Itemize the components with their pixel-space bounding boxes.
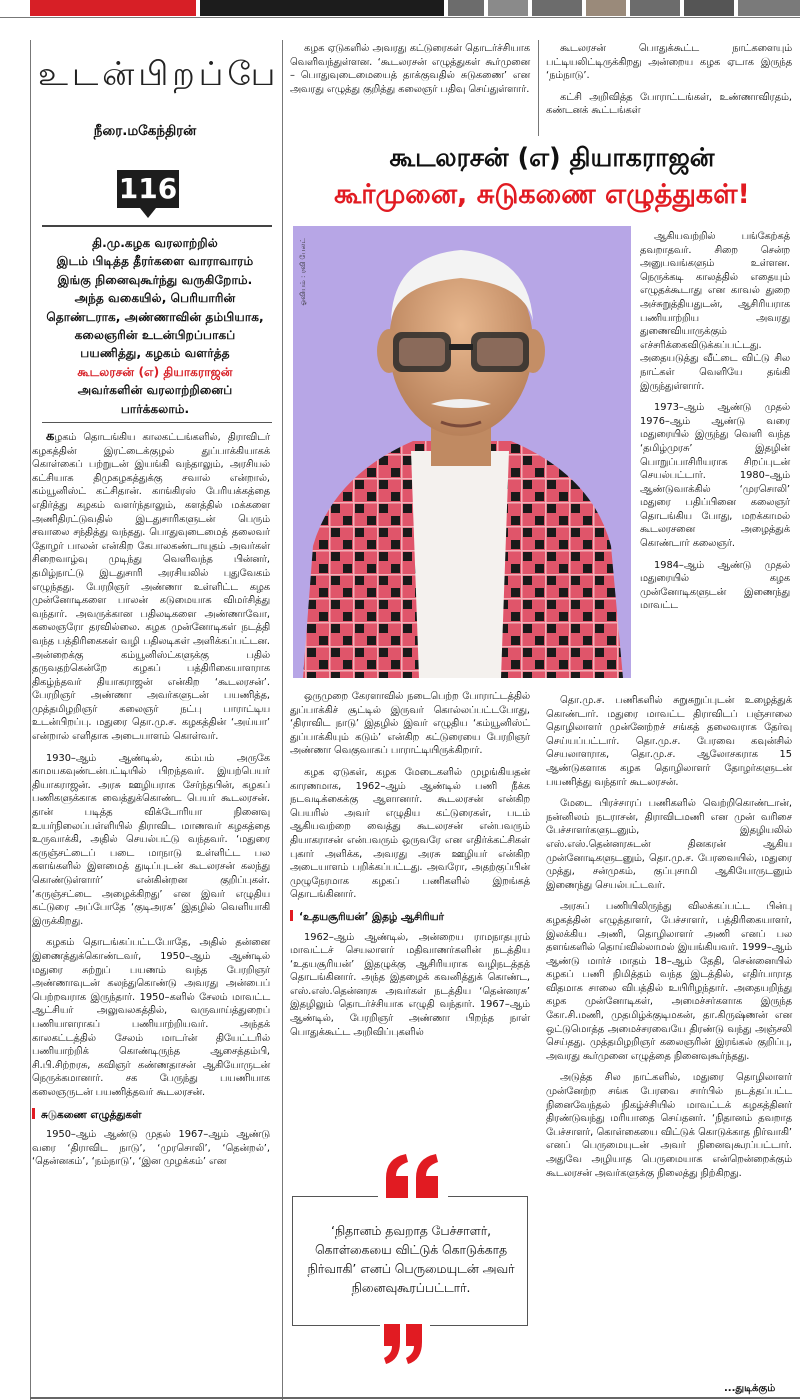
intro-top-rule	[42, 225, 272, 227]
subheading-text: சுடுகணை எழுத்துகள்	[41, 1108, 142, 1121]
portrait-illustration	[293, 226, 631, 678]
subheading	[32, 1108, 270, 1123]
article-column-2-bottom	[290, 690, 530, 1039]
top-thumbnail	[488, 0, 528, 16]
intro-highlight-name: கூடலரசன் (எ) தியாகராஜன்	[77, 364, 233, 379]
author-byline: நீரை.மகேந்திரன்	[93, 123, 197, 139]
top-strip	[0, 0, 800, 18]
intro-line: இங்கு நினைவுகூர்ந்து வருகிறோம்.	[57, 272, 253, 287]
part-number-badge: 116	[117, 170, 179, 208]
series-title: உடன்பிறப்பே	[38, 54, 280, 93]
paragraph: கழக ஏடுகள், கழக மேடைகளில் முழங்கியதன் காரணமாக, 1962–ஆம் ஆண்டில் பணி நீக்க நடவடிக்கைக்கு ஆளானார். கூடலரசன் என்கிற பெயரில் அவர் எழுதிய கட்டுரைகள், படம் ஆகியவற்றை வைத்து கூடலரசன் என்பவரும் தியாகராசன் என்பவரும் ஒருவரே என எதிர்க்கட்சிகள் புகார் அளிக்க, அவரது அரசு ஊழியர் என்கிற அடையாளம் பறிக்கப்பட்டது. அவரோ, அதற்குப்பின் முழுநேரமாக கழகப் பணிகளில் இறங்கத் தொடங்கினார்.	[290, 766, 530, 901]
top-thumbnail	[448, 0, 484, 16]
paragraph: கட்சி அறிவித்த போராட்டங்கள், உண்ணாவிரதம், கண்டனக் கூட்டங்கள்	[546, 91, 792, 117]
intro-line: அவர்களின் வரலாற்றினைப்	[77, 383, 233, 398]
paragraph: 1962–ஆம் ஆண்டில், அன்றைய ராமநாதபுரம் மாவட்டச் செயலாளர் மதிவாணர்களின் நடத்திய ‘உதயசூரியன்’ இதழுக்கு ஆசிரியராக வழிநடத்தத் தொடங்கினார். அந்த இதழைக் கவனித்துக் கொண்ட, எஸ்.எஸ்.தென்னரசு அவர்கள் நடத்திய ‘தென்னரசு’ இதழிலும் தொடர்ச்சியாக எழுதி வந்தார். 1967–ஆம் ஆண்டில், பேரறிஞர் அண்ணா பிறந்த நாள் பொதுக்கூட்ட அறிவிப்புகளில்	[290, 931, 530, 1038]
paragraph: கழகம் தொடங்கப்பட்டபோதே, அதில் தன்னை இணைத்துக்கொண்டவர், 1950–ஆம் ஆண்டில் மதுரை சுற்றுப் பயணம் வந்த பேரறிஞர் அண்ணாவுடன் கலந்துகொண்டு அவரது அன்பைப் பெற்றவராக இருந்தார். 1950–களில் சேலம் மாவட்ட ஆட்சியர் அலுவலகத்தில், வருவாய்த்துறைப் பணியாளராகப் பணியாற்றியவர். அந்தக் காலகட்டத்தில் சேலம் மாடர்ன் தியேட்டரில் பணியாற்றிக் கொண்டிருந்த ஆசைத்தம்பி, சி.பி.சிற்றரசு, கவிஞர் கண்ணதாசன் ஆகியோருடன் நெருக்கமானார். சக பேருந்து பயணியாக கலைஞருடன் பயணித்தவர் கூடலரசன்.	[32, 937, 270, 1098]
part-number-pointer	[140, 208, 156, 218]
drop-cap: க	[46, 429, 55, 444]
article-column-3-bottom	[546, 694, 792, 1180]
intro-blurb	[34, 234, 276, 418]
paragraph: அரசுப் பணியிலிருந்து விலக்கப்பட்ட பின்பு கழகத்தின் எழுத்தாளர், பேச்சாளர், பத்திரிகையாளர், இலக்கிய அணி, தொழிலாளர் அணி எனப் பல தளங்களில் தொய்வில்லாமல் இயங்கியவர். 1999–ஆம் ஆண்டு மார்ச் மாதம் 18–ஆம் தேதி, சென்னையில் கழகப் பணி நிமித்தம் வந்த இடத்தில், எதிர்பாராத விதமாக சாலை விபத்தில் உயிரிழந்தார். அதையறிந்து கழக முன்னோடிகள், அமைச்சர்களாக இருந்த கோ.சி.மணி, முதமிழ்க்குடிமகன், தா.கிருஷ்ணன் என ஒட்டுமொத்த அமைச்சரவையே திரண்டு வந்து அஞ்சலி செய்தது. முத்தமிழறிஞர் கலைஞரின் இரங்கல் குறிப்பு, அவரது கூர்முனை எழுத்தை நினைவுகூர்ந்தது.	[546, 901, 792, 1062]
subheading-text: ‘உதயசூரியன்’ இதழ் ஆசிரியர்	[299, 910, 444, 923]
top-thumbnail	[586, 0, 626, 16]
intro-line: தி.மு.கழக வரலாற்றில்	[92, 236, 218, 250]
paragraph-text: ழகம் தொடங்கிய காலகட்டங்களில், திராவிடர் கழகத்தின் இரட்டைக்குழல் துப்பாக்கியாகக் கொள்கைப் பற்றுடன் இயங்கி வந்தாலும், அரசியல் கட்சியாக திமுகழகத்துக்கு சவால் என்றால், கம்யூனிஸ்ட் கட்சிதான். காங்கிரஸ் பேரியக்கத்தை எதிர்த்து கழகம் வளர்ந்தாலும், களத்தில் மக்களை அணிதிரட்டுவதில் இடதுசாரிகளுடன் பெரும் சவாலை சந்தித்து வந்தது. பொதுவுடைமைத் தலைவர் தோழர் பாலன் என்கிற கேபாலகண்டாயுதம் அவர்கள் சிறைவாழ்வு முடிந்து வெளிவந்த பின்னர், தமிழ்நாட்டு இடதுசாரி அரசியலில் புதுவேகம் எழுந்தது. பேரறிஞர் அண்ணா உள்ளிட்ட கழக முன்னோடிகளை பாலன் கடுமையாக விமர்சித்து வந்தார். அவருக்கான பதிலடிகளை அண்ணாவோ, கலைஞரோ தரவில்லை. கழக முன்னோடிகள் நடத்தி வந்த பத்திரிகைகள் வழி பதிலடிகள் அளிக்கப்பட்டன. அன்றைக்கு கம்யூனிஸ்ட்களுக்கு பதில் தருவதற்கென்றே கழகப் பத்திரிகையாளராக திகழ்ந்தவர் தியாகராஜன் என்கிற ‘கூடலரசன்’. பேரறிஞர் அண்ணா அவர்களுடன் பயணித்த, முத்தமிழறிஞர் கலைஞர் நட்பு பாராட்டிய உடன்பிறப்பு. மதுரை தொ.மு.ச. கழகத்தின் ‘அய்யா’ என்றால் எளிதாக அடையாளம் கொள்வர்.	[32, 432, 270, 743]
intro-bottom-rule	[42, 422, 272, 423]
headline-tagline: கூர்முனை, சுடுகணை எழுத்துகள்!	[334, 179, 750, 210]
paragraph: தொ.மு.ச. பணிகளில் சுறுசுறுப்புடன் உழைத்துக் கொண்டார். மதுரை மாவட்ட திராவிடப் பஞ்சாலை தொழிலாளர் முன்னேற்றச் சங்கத் தலைவராக தேர்வு செய்யப்பட்டார். தொ.மு.ச. பேரவை கவுன்சில் செயலாளராக, தொ.மு.ச. ஆலோசகராக 15 ஆண்டுகளாக கழக தொழிலாளர் தோழர்களுடன் பயணித்து வந்தார் கூடலரசன்.	[546, 695, 792, 788]
subheading-marker	[290, 910, 293, 921]
portrait-drawing	[293, 226, 631, 678]
top-thumbnail	[738, 0, 800, 16]
intro-line: இடம் பிடித்த தீரர்களை வாராவாரம்	[56, 254, 254, 269]
open-quote-icon	[378, 1150, 448, 1202]
top-thumbnail	[630, 0, 680, 16]
continued-marker: ...துடிக்கும்	[724, 1383, 776, 1394]
paragraph: கழக ஏடுகளில் அவரது கட்டுரைகள் தொடர்ச்சியாக வெளிவந்துள்ளன. ‘கூடலரசன் எழுத்துகள் கூர்முனை – பொதுவுடைமையைத் தாக்குவதில் சுடுகணை’ என அவரது எழுத்து குறித்து கலைஞர் பதிவு செய்துள்ளார்.	[290, 43, 530, 95]
paragraph: 1930–ஆம் ஆண்டில், கம்பம் அருகே காமயகவுண்டன்பட்டியில் பிறந்தவர். இயற்பெயர் தியாகராஜன். அரசு ஊழியராக சேர்ந்தபின், கழகப் பணிகளுக்காக வைத்துக்கொண்ட பெயர் கூடலரசன். தான் படித்த விக்டோரியா நினைவு உயர்நிலைப்பள்ளியில் திராவிட மாணவர் கழகத்தை உருவாக்கி, அதில் செயல்பட்டு வந்தவர். ‘மதுரை கருஞ்சட்டைப் படை மாநாடு உள்ளிட்ட பல களங்களில் இளமைத் துடிப்புடன் கூடலரசன் கலந்து கொண்டுள்ளார்’ என்கின்றன குறிப்புகள். ‘கருஞ்சட்டை அழைக்கிறது’ என இவர் எழுதிய கட்டுரை அப்போதே ‘குடிஅரசு’ இதழில் வெளியாகி இருக்கிறது.	[32, 752, 270, 927]
intro-line: தொண்டராக, அண்ணாவின் தம்பியாக,	[46, 309, 264, 324]
paragraph: 1973–ஆம் ஆண்டு முதல் 1976–ஆம் ஆண்டு வரை மதுரையில் இருந்து வெளி வந்த ‘தமிழ்முரசு’ இதழின் பொறுப்பாசிரியராக சிறப்புடன் செயல்பட்டார். 1980–ஆம் ஆண்டுவாக்கில் ‘முரசொலி’ மதுரை பதிப்பினை கலைஞர் தொடங்கிய போது, மறக்காமல் கூடலரசனை அழைத்துக் கொண்டார் கலைஞர்.	[640, 402, 790, 550]
article-column-3-top	[546, 42, 792, 118]
paragraph: 1950–ஆம் ஆண்டு முதல் 1967–ஆம் ஆண்டு வரை ‘திராவிட நாடு’, ‘முரசொலி’, ‘தென்றல்’, ‘தென்னகம்’, ‘நம்நாடு’, ‘இன முழக்கம்’ என	[32, 1129, 270, 1168]
intro-line: பார்க்கலாம்.	[120, 401, 190, 416]
column-rule	[538, 40, 539, 136]
intro-line: கலைஞரின் உடன்பிறப்பாகப்	[74, 328, 236, 343]
article-column-3-right	[640, 230, 790, 613]
article-column-2-top	[290, 42, 530, 96]
headline-name: கூடலரசன் (எ) தியாகராஜன்	[389, 143, 715, 173]
paragraph: அடுத்த சில நாட்களில், மதுரை தொழிலாளர் முன்னேற்ற சங்க பேரவை சார்பில் நடத்தப்பட்ட நினைவேந்தல் நிகழ்ச்சியில் மாவட்டக் கழகத்தினர் திரண்டுவந்து மரியாதை செய்தனர். ‘நிதானம் தவறாத பேச்சாளர், கொள்கையை விட்டுக் கொடுக்காத நிர்வாகி’ எனப் பெருமையுடன் அவர் நினைவுகூரப்பட்டார். அதுவே அழியாத பெருமையாக என்றென்றைக்கும் கூடலரசன் அவர்களுக்கு நிலைத்து நிற்கிறது.	[546, 1072, 792, 1179]
paragraph	[32, 430, 270, 744]
subheading-marker	[32, 1108, 35, 1119]
paragraph: மேடை பிரச்சாரப் பணிகளில் வெற்றிகொண்டான், நன்னிலம் நடராசன், திராவிடமணி என முன் வரிசை பேச்சாளர்களுடனும், இதழியலில் எஸ்.எஸ்.தென்னரசுடன் தினகரன் ஆகிய முன்னோடிகளுடனும், தொ.மு.ச. பேரவையில், மதுரை முத்து, சன்முகம், குப்புசாமி ஆகியோருடனும் இணைந்து செயல்பட்டவர்.	[546, 798, 792, 891]
paragraph: ஆகியவற்றில் பங்கேற்கத் தவறாதவர். சிறை சென்ற அனுபவங்களும் உள்ளன. நெருக்கடி காலத்தில் எதையும் எழுதக்கூடாது என காவல் துறை அச்சுறுத்தியதுடன், ஆசிரியராக பணியாற்றிய அவரது துணைவியாருக்கும் எச்சரிக்கைவிடுக்கப்பட்டது. அதையடுத்து வீட்டை விட்டு சில நாட்கள் வெளியே தங்கி இருந்துள்ளார்.	[640, 231, 790, 392]
top-thumbnail	[684, 0, 734, 16]
paragraph: கூடலரசன் பொதுக்கூட்ட நாட்களையும் பட்டியலிட்டிருக்கிறது அன்றைய கழக ஏடாக இருந்த ‘நம்நாடு’.	[546, 43, 792, 82]
image-credit: ஓவியம் : ரவி பேலட்	[299, 238, 307, 306]
paragraph: 1984–ஆம் ஆண்டு முதல் மதுரையில் கழக முன்னோடிகளுடன் இணைந்து மாவட்ட	[640, 559, 790, 612]
left-margin-rule	[30, 40, 31, 1400]
article-column-1	[32, 430, 270, 1169]
paragraph: ஒருமுறை கேரளாவில் நடைபெற்ற போராட்டத்தில் துப்பாக்கிச் சூட்டில் இருவர் கொல்லப்பட்டபோது, ‘திராவிட நாடு’ இதழில் இவர் எழுதிய ‘கம்யூனிஸ்ட் துப்பாக்கியும் கடும்’ என்கிற கட்டுரையை பேரறிஞர் அண்ணா வெகுவாகப் பாராட்டியிருக்கிறார்.	[290, 691, 530, 757]
intro-line: அந்த வகையில், பெரியாரின்	[74, 291, 236, 306]
top-red-bar	[30, 0, 196, 16]
bottom-rule	[30, 1397, 800, 1399]
close-quote-icon	[380, 1320, 430, 1368]
pull-quote-text: ‘நிதானம் தவறாத பேச்சாளர், கொள்கையை விட்டுக் கொடுக்காத நிர்வாகி’ எனப் பெருமையுடன் அவர் நினைவுகூரப்பட்டார்.	[307, 1224, 515, 1295]
intro-line: பயணித்து, கழகம் வளர்த்த	[80, 346, 230, 361]
column-rule	[282, 40, 283, 1400]
top-thumbnail	[532, 0, 582, 16]
subheading	[290, 910, 530, 925]
top-black-bar	[200, 0, 444, 16]
